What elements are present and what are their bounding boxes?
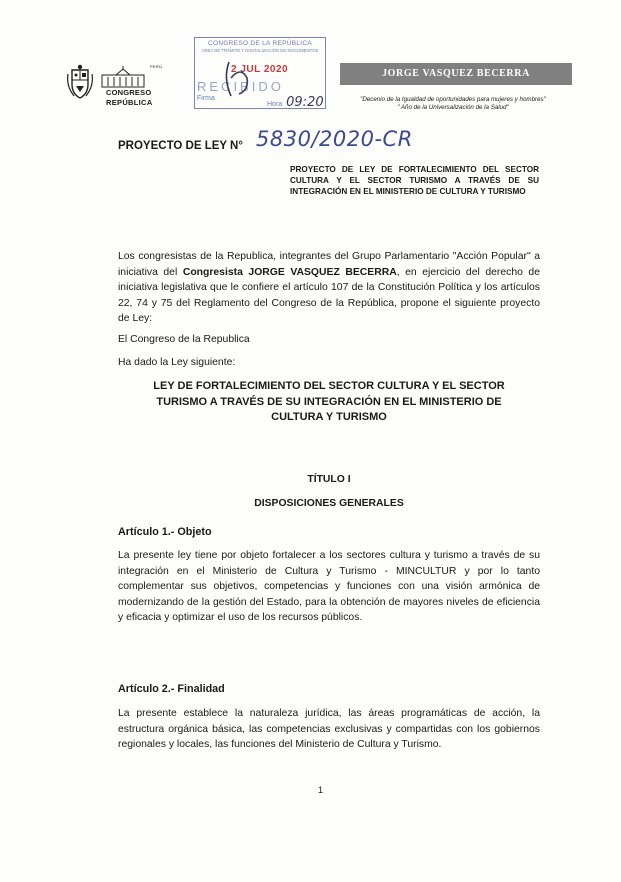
handwritten-signature-mark bbox=[195, 38, 325, 108]
stamp-firma-label: Firma bbox=[197, 95, 215, 102]
congreso-line: El Congreso de la Republica bbox=[118, 334, 250, 345]
ha-dado-line: Ha dado la Ley siguiente: bbox=[118, 357, 236, 368]
disposiciones-heading: DISPOSICIONES GENERALES bbox=[254, 498, 404, 509]
stamp-institution: CONGRESO DE LA REPÚBLICA bbox=[207, 40, 312, 47]
law-title: LEY DE FORTALECIMIENTO DEL SECTOR CULTURA Y EL SECTOR TURISMO A TRAVÉS DE SU INTEGRACIÓN EN EL MINISTERIO DE CULTURA Y TURISMO bbox=[153, 380, 505, 423]
logo-country-text: PERÚ bbox=[150, 64, 163, 69]
intro-text-2: , en ejercicio del derecho de iniciativa legislativa que le confiere el artículo 107 de la Constitución Política y los artículos 22, 74 y 75 del Reglamento del Congreso de la República, propone el siguiente proyecto de Ley: bbox=[118, 266, 540, 324]
congress-building-icon bbox=[100, 66, 146, 88]
intro-congressman: Congresista JORGE VASQUEZ BECERRA bbox=[182, 266, 397, 278]
article-1-heading: Artículo 1.- Objeto bbox=[118, 526, 212, 538]
article-1-text: La presente ley tiene por objeto fortalecer a los sectores cultura y turismo a través de su integración en el Ministerio de Cultura y Turismo - MINCULTUR y por lo tanto complementar sus objetivos, competencias y funciones con una visión armónica de modernizando de la gestión del Estado, para la obtención de mayores niveles de eficiencia y eficacia y optimizar el uso de los recursos públicos. bbox=[118, 550, 540, 623]
stamp-area: ÁREA DE TRÁMITE Y DIGITALIZACIÓN DE DOCUMENTOS bbox=[201, 48, 319, 53]
article-2-text: La presente establece la naturaleza jurídica, las áreas programáticas de acción, la estructura orgánica básica, las competencias exclusivas y compartidas con los gobiernos regionales y locales, las funciones del Ministerio de Cultura y Turismo. bbox=[118, 708, 540, 750]
project-number-handwritten: 5830/2020-CR bbox=[256, 127, 413, 151]
project-label: PROYECTO DE LEY N° bbox=[118, 140, 243, 152]
article-2-heading: Artículo 2.- Finalidad bbox=[118, 683, 225, 695]
stamp-hora-text: Hora bbox=[267, 101, 283, 108]
page-number: 1 bbox=[318, 785, 324, 795]
congressman-name-banner: JORGE VASQUEZ BECERRA bbox=[340, 63, 572, 85]
stamp-hora-value: 09:20 bbox=[286, 95, 324, 110]
decenio-motto bbox=[330, 96, 576, 112]
intro-paragraph bbox=[118, 249, 540, 327]
intro-text-1: Los congresistas de la Republica, integrantes del Grupo Parlamentario "Acción Popular" a iniciativa del bbox=[118, 251, 540, 278]
project-subject: PROYECTO DE LEY DE FORTALECIMIENTO DEL SECTOR CULTURA Y EL SECTOR TURISMO A TRAVÉS DE SU INTEGRACIÓN EN EL MINISTERIO DE CULTURA Y TURISMO bbox=[290, 165, 539, 196]
titulo-heading: TÍTULO I bbox=[307, 474, 351, 485]
decenio-line-2: " Año de la Universalización de la Salud" bbox=[397, 104, 509, 111]
reception-stamp bbox=[194, 37, 326, 109]
stamp-received: RECIBIDO bbox=[197, 79, 284, 94]
coat-of-arms-icon bbox=[66, 64, 94, 100]
decenio-line-1: "Decenio de la Igualdad de oportunidades para mujeres y hombres" bbox=[360, 96, 546, 103]
stamp-date: 2 JUL 2020 bbox=[231, 64, 289, 75]
logo-text-congreso: CONGRESO bbox=[106, 88, 152, 97]
logo-text-republica: REPÚBLICA bbox=[106, 98, 153, 107]
congreso-logo bbox=[62, 62, 162, 112]
